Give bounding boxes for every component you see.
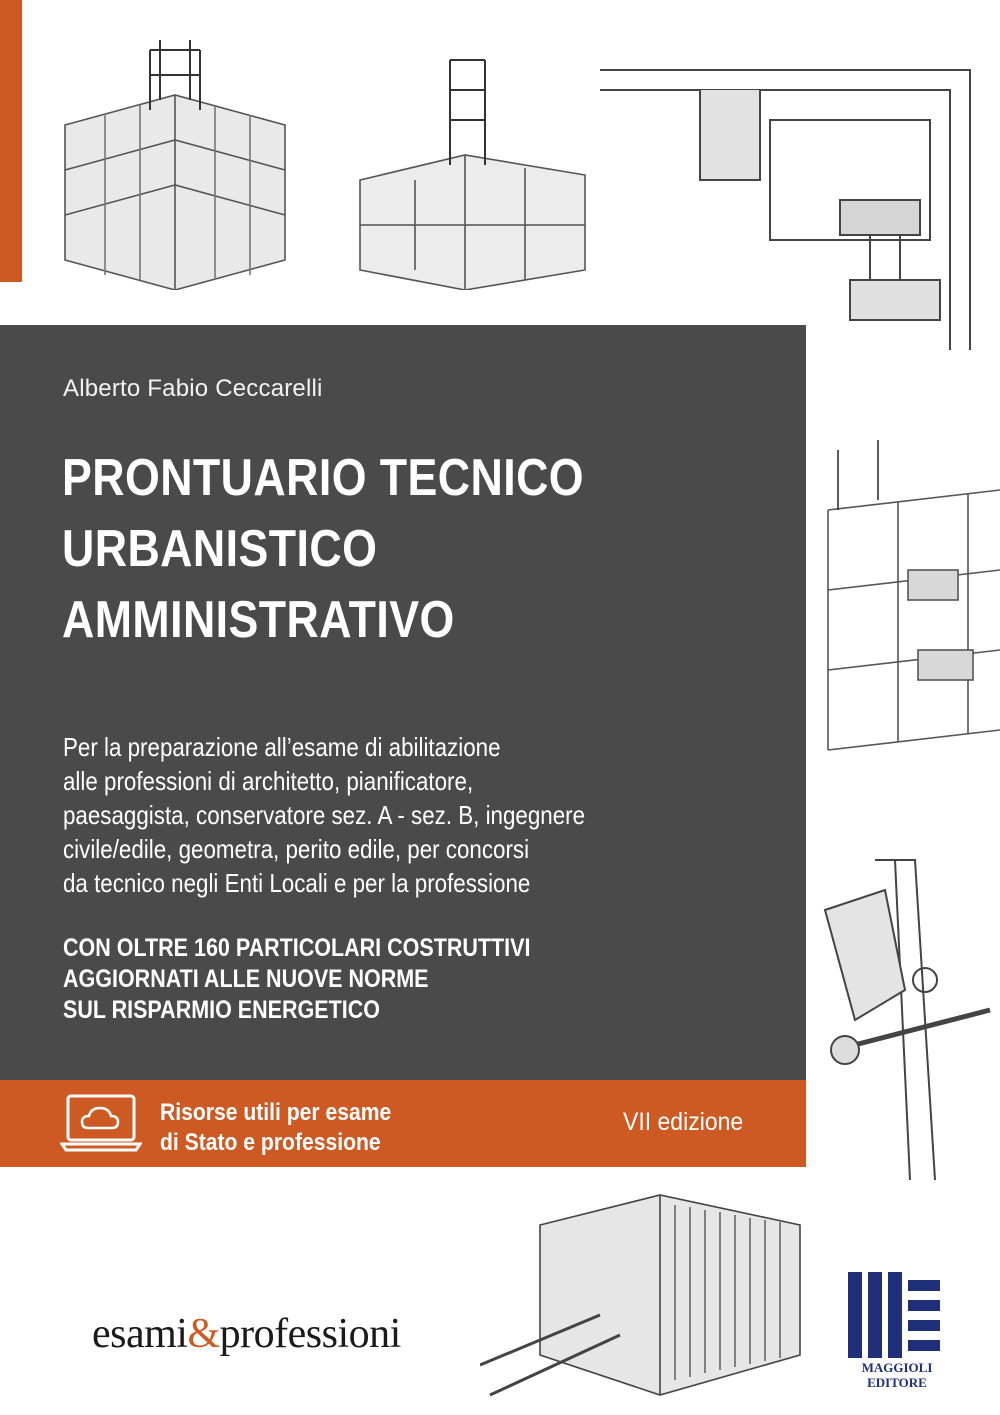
title-line-1: PRONTUARIO TECNICO bbox=[62, 449, 585, 507]
series-part-1: esami bbox=[92, 1311, 188, 1357]
masonry-wall-sketch bbox=[355, 40, 595, 290]
formwork-block-sketch bbox=[480, 1165, 830, 1405]
laptop-cloud-icon bbox=[60, 1092, 142, 1154]
publisher-name: MAGGIOLI EDITORE bbox=[861, 1360, 933, 1390]
maggioli-logo-icon bbox=[848, 1272, 940, 1358]
title-panel bbox=[0, 325, 806, 1080]
title-line-3: AMMINISTRATIVO bbox=[62, 591, 455, 649]
series-ampersand: & bbox=[187, 1311, 220, 1357]
series-logo bbox=[92, 1310, 401, 1358]
title-line-2: URBANISTICO bbox=[62, 520, 378, 578]
resources-label: Risorse utili per esame di Stato e professione bbox=[160, 1099, 392, 1156]
series-part-2: professioni bbox=[219, 1311, 401, 1357]
masonry-corner-sketch bbox=[55, 30, 315, 290]
anchor-detail-sketch bbox=[815, 850, 1000, 1180]
highlight-text: CON OLTRE 160 PARTICOLARI COSTRUTTIVI AGGIORNATI ALLE NUOVE NORME SUL RISPARMIO ENERGETICO bbox=[63, 934, 531, 1024]
subtitle: Per la preparazione all’esame di abilitazione alle professioni di architetto, pianificatore, paesaggista, conservatore sez. A - sez. B, ingegnere civile/edile, geometra, perito edile, per concorsi da tecnico negli Enti Locali e per la professione bbox=[63, 732, 586, 898]
author-name: Alberto Fabio Ceccarelli bbox=[63, 375, 323, 402]
resources-band bbox=[0, 1080, 806, 1167]
edition-label: VII edizione bbox=[623, 1108, 744, 1136]
left-accent-bar bbox=[0, 0, 22, 282]
steel-connection-sketch bbox=[600, 20, 1000, 350]
block-wall-sketch bbox=[808, 430, 1000, 770]
book-title bbox=[62, 443, 584, 656]
